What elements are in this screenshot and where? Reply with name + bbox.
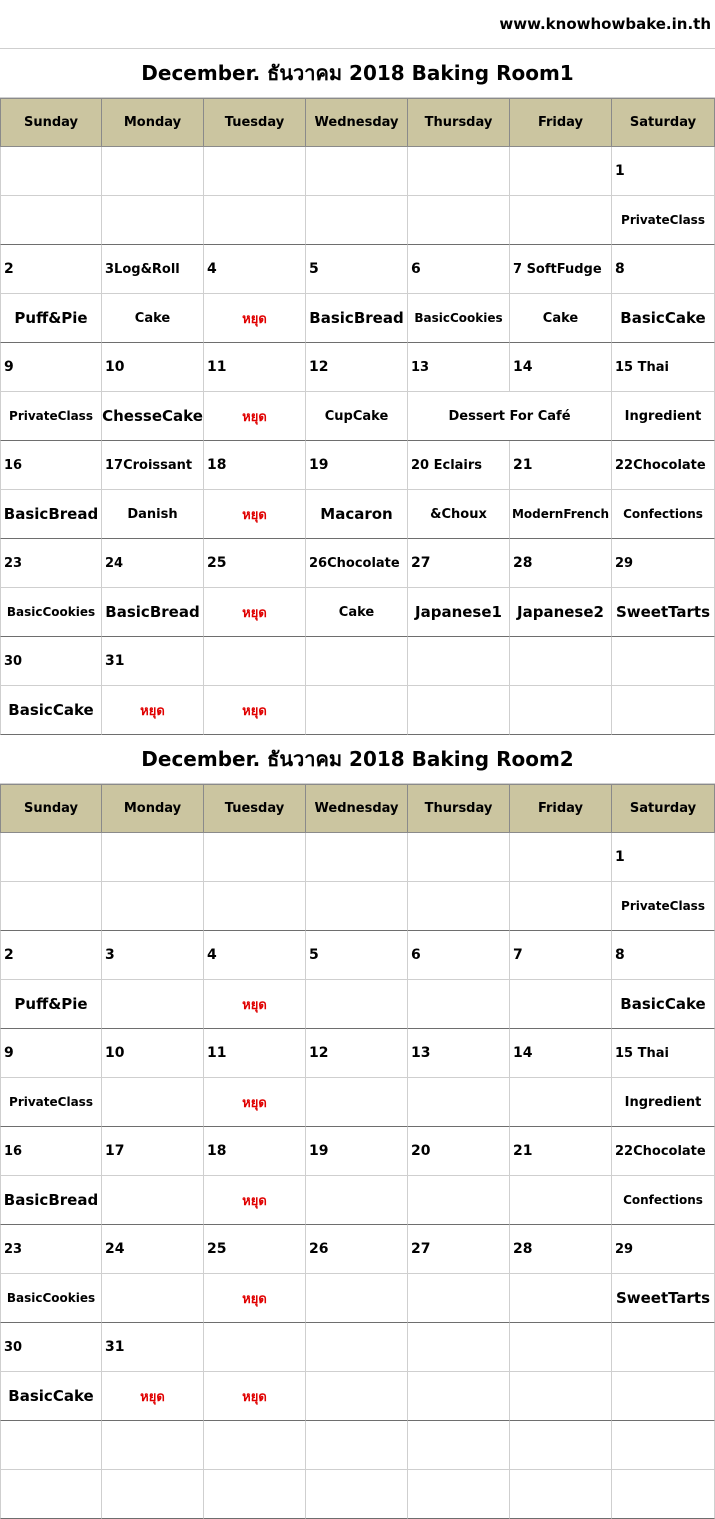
class-name-cell [306,980,408,1029]
class-name-cell [102,882,204,931]
class-name-cell [408,1470,510,1519]
class-name-cell: BasicCake [612,980,715,1029]
date-cell: 24 [102,539,204,588]
date-cell: 2 [0,931,102,980]
class-name-cell [510,1470,612,1519]
class-name-cell: ChesseCake [102,392,204,441]
date-cell: 22Chocolate [612,441,715,490]
date-cell: 31 [102,1323,204,1372]
date-cell: 18 [204,1127,306,1176]
class-name-cell: ModernFrench [510,490,612,539]
day-header-tuesday: Tuesday [204,784,306,833]
date-cell: 13 [408,1029,510,1078]
date-cell [204,1421,306,1470]
holiday-label: หยุด [102,686,204,735]
date-cell [204,637,306,686]
class-name-cell: BasicCookies [0,588,102,637]
class-name-cell: Japanese1 [408,588,510,637]
class-name-cell [306,196,408,245]
date-cell: 21 [510,441,612,490]
date-cell [306,147,408,196]
day-header-saturday: Saturday [612,784,715,833]
day-header-tuesday: Tuesday [204,98,306,147]
class-name-cell: PrivateClass [612,196,715,245]
date-cell [306,1421,408,1470]
class-name-cell [510,1372,612,1421]
date-cell: 17Croissant [102,441,204,490]
class-name-cell [510,882,612,931]
day-header-saturday: Saturday [612,98,715,147]
class-name-cell: Confections [612,1176,715,1225]
class-name-cell [612,686,715,735]
date-cell: 25 [204,1225,306,1274]
class-name-cell [510,686,612,735]
date-cell [102,833,204,882]
date-cell [204,833,306,882]
calendar-title: December. ธันวาคม 2018 Baking Room2 [0,735,715,784]
date-cell [102,1421,204,1470]
class-name-cell: PrivateClass [0,392,102,441]
date-cell [408,1323,510,1372]
date-cell: 20 [408,1127,510,1176]
day-header-thursday: Thursday [408,98,510,147]
date-cell [408,147,510,196]
date-cell [408,833,510,882]
class-name-cell: SweetTarts [612,588,715,637]
website-url: www.knowhowbake.in.th [0,0,715,49]
date-cell: 22Chocolate [612,1127,715,1176]
class-name-cell: CupCake [306,392,408,441]
class-name-cell: BasicCake [0,686,102,735]
date-cell: 4 [204,931,306,980]
date-cell [612,1421,715,1470]
date-cell: 6 [408,931,510,980]
class-name-cell [102,1470,204,1519]
day-header-monday: Monday [102,98,204,147]
class-name-cell: BasicCake [0,1372,102,1421]
date-cell: 4 [204,245,306,294]
date-cell: 12 [306,343,408,392]
date-cell: 12 [306,1029,408,1078]
class-name-cell [306,1470,408,1519]
date-cell: 23 [0,539,102,588]
date-cell: 14 [510,343,612,392]
class-name-cell [102,1274,204,1323]
class-name-cell [612,1372,715,1421]
date-cell: 10 [102,343,204,392]
holiday-label: หยุด [204,588,306,637]
day-header-thursday: Thursday [408,784,510,833]
date-cell [408,637,510,686]
holiday-label: หยุด [204,686,306,735]
class-name-cell: Dessert For Café [408,392,612,441]
calendar-title: December. ธันวาคม 2018 Baking Room1 [0,49,715,98]
class-name-cell [306,882,408,931]
class-name-cell [306,686,408,735]
date-cell: 9 [0,1029,102,1078]
holiday-label: หยุด [204,1176,306,1225]
date-cell [612,1323,715,1372]
date-cell: 21 [510,1127,612,1176]
class-name-cell [306,1078,408,1127]
class-name-cell: PrivateClass [0,1078,102,1127]
date-cell [510,147,612,196]
class-name-cell: Ingredient [612,1078,715,1127]
date-cell: 29 [612,539,715,588]
class-name-cell [204,1470,306,1519]
class-name-cell [102,196,204,245]
class-name-cell [0,882,102,931]
holiday-label: หยุด [204,1372,306,1421]
class-name-cell [510,1078,612,1127]
date-cell: 10 [102,1029,204,1078]
date-cell [510,833,612,882]
holiday-label: หยุด [204,392,306,441]
date-cell [306,637,408,686]
date-cell: 16 [0,1127,102,1176]
date-cell [612,637,715,686]
date-cell: 15 Thai [612,1029,715,1078]
class-name-cell [510,980,612,1029]
date-cell: 30 [0,1323,102,1372]
date-cell: 23 [0,1225,102,1274]
class-name-cell [408,980,510,1029]
date-cell: 17 [102,1127,204,1176]
date-cell: 9 [0,343,102,392]
class-name-cell: Puff&Pie [0,294,102,343]
class-name-cell: Macaron [306,490,408,539]
date-cell: 25 [204,539,306,588]
class-name-cell [102,980,204,1029]
class-name-cell: BasicBread [0,490,102,539]
date-cell: 8 [612,245,715,294]
date-cell [510,1323,612,1372]
class-name-cell: Japanese2 [510,588,612,637]
date-cell: 24 [102,1225,204,1274]
date-cell: 27 [408,1225,510,1274]
date-cell [306,1323,408,1372]
class-name-cell [306,1372,408,1421]
date-cell: 5 [306,245,408,294]
date-cell: 8 [612,931,715,980]
class-name-cell [510,1176,612,1225]
class-name-cell [408,686,510,735]
class-name-cell [204,196,306,245]
class-name-cell [102,1176,204,1225]
date-cell: 16 [0,441,102,490]
class-name-cell: BasicBread [0,1176,102,1225]
class-name-cell [408,1372,510,1421]
date-cell: 3 [102,931,204,980]
day-header-monday: Monday [102,784,204,833]
class-name-cell: Cake [306,588,408,637]
date-cell: 28 [510,539,612,588]
date-cell: 26Chocolate [306,539,408,588]
class-name-cell [408,196,510,245]
date-cell: 13 [408,343,510,392]
date-cell: 29 [612,1225,715,1274]
class-name-cell [408,1176,510,1225]
day-header-sunday: Sunday [0,98,102,147]
class-name-cell: Danish [102,490,204,539]
date-cell: 7 [510,931,612,980]
class-name-cell: &Choux [408,490,510,539]
date-cell: 19 [306,441,408,490]
holiday-label: หยุด [204,1078,306,1127]
day-header-wednesday: Wednesday [306,98,408,147]
class-name-cell [408,882,510,931]
class-name-cell [0,196,102,245]
holiday-label: หยุด [102,1372,204,1421]
class-name-cell: BasicCookies [0,1274,102,1323]
date-cell: 31 [102,637,204,686]
class-name-cell: BasicCake [612,294,715,343]
class-name-cell: SweetTarts [612,1274,715,1323]
date-cell: 20 Eclairs [408,441,510,490]
class-name-cell: PrivateClass [612,882,715,931]
class-name-cell: Ingredient [612,392,715,441]
date-cell [510,637,612,686]
date-cell: 3Log&Roll [102,245,204,294]
class-name-cell [408,1274,510,1323]
class-name-cell: BasicBread [102,588,204,637]
date-cell: 7 SoftFudge [510,245,612,294]
date-cell: 18 [204,441,306,490]
date-cell [102,147,204,196]
date-cell: 27 [408,539,510,588]
class-name-cell [0,1470,102,1519]
date-cell: 1 [612,833,715,882]
class-name-cell [102,1078,204,1127]
holiday-label: หยุด [204,490,306,539]
date-cell: 30 [0,637,102,686]
day-header-wednesday: Wednesday [306,784,408,833]
date-cell [306,833,408,882]
class-name-cell [510,196,612,245]
class-name-cell [204,882,306,931]
holiday-label: หยุด [204,294,306,343]
date-cell: 6 [408,245,510,294]
class-name-cell [612,1470,715,1519]
holiday-label: หยุด [204,980,306,1029]
date-cell [204,147,306,196]
class-name-cell [408,1078,510,1127]
date-cell: 11 [204,1029,306,1078]
class-name-cell: Cake [510,294,612,343]
date-cell: 19 [306,1127,408,1176]
day-header-sunday: Sunday [0,784,102,833]
date-cell [0,1421,102,1470]
date-cell: 2 [0,245,102,294]
class-name-cell [510,1274,612,1323]
day-header-friday: Friday [510,98,612,147]
date-cell [408,1421,510,1470]
date-cell [510,1421,612,1470]
date-cell: 1 [612,147,715,196]
date-cell [0,147,102,196]
date-cell: 11 [204,343,306,392]
date-cell: 14 [510,1029,612,1078]
date-cell: 26 [306,1225,408,1274]
holiday-label: หยุด [204,1274,306,1323]
date-cell [204,1323,306,1372]
date-cell: 5 [306,931,408,980]
date-cell [0,833,102,882]
class-name-cell: Cake [102,294,204,343]
class-name-cell: BasicCookies [408,294,510,343]
class-name-cell: BasicBread [306,294,408,343]
class-name-cell: Puff&Pie [0,980,102,1029]
day-header-friday: Friday [510,784,612,833]
class-name-cell: Confections [612,490,715,539]
class-name-cell [306,1274,408,1323]
class-name-cell [306,1176,408,1225]
date-cell: 28 [510,1225,612,1274]
date-cell: 15 Thai [612,343,715,392]
